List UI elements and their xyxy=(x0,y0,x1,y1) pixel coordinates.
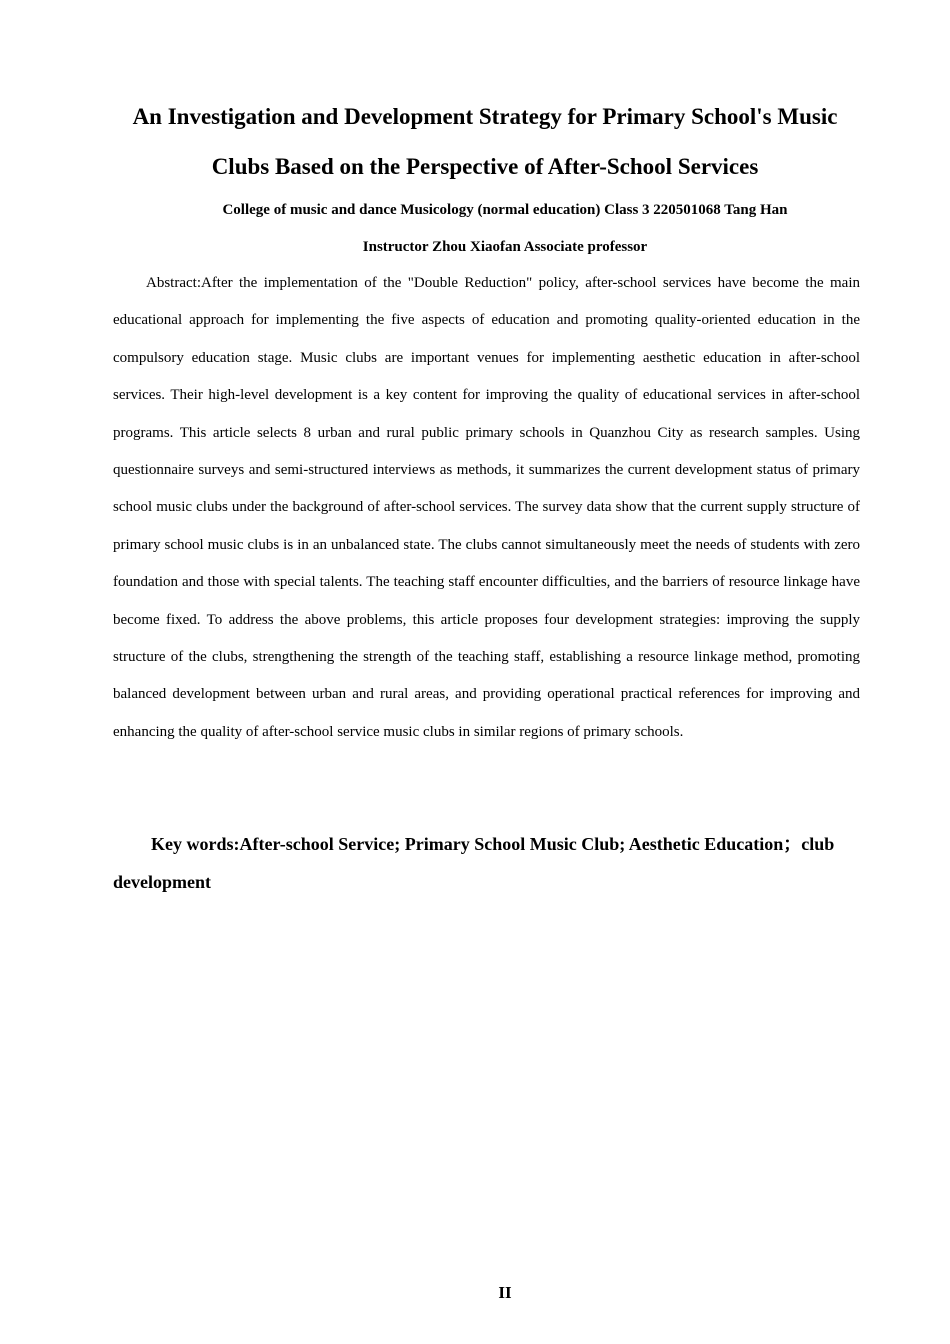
abstract-paragraph: Abstract:After the implementation of the "Double Reduction" policy, after-school services have become the main educational approach for implementing the five aspects of education and promoting quality-oriented education in the compulsory education stage. Music clubs are important venues for implementing aesthetic education in after-school services. Their high-level development is a key content for improving the quality of educational services in after-school programs. This article selects 8 urban and rural public primary schools in Quanzhou City as research samples. Using questionnaire surveys and semi-structured interviews as methods, it summarizes the current development status of primary school music clubs under the background of after-school services. The survey data show that the current supply structure of primary school music clubs is in an unbalanced state. The clubs cannot simultaneously meet the needs of students with zero foundation and those with special talents. The teaching staff encounter difficulties, and the barriers of resource linkage have become fixed. To address the above problems, this article proposes four development strategies: improving the supply structure of the clubs, strengthening the strength of the teaching staff, establishing a resource linkage method, promoting balanced development between urban and rural areas, and providing operational practical references for improving and enhancing the quality of after-school service music clubs in similar regions of primary schools. xyxy=(113,275,860,740)
instructor-line: Instructor Zhou Xiaofan Associate professor xyxy=(362,239,648,255)
author-line: College of music and dance Musicology (normal education) Class 3 220501068 Tang Han xyxy=(222,202,788,218)
keywords-paragraph: Key words:After-school Service; Primary School Music Club; Aesthetic Education；club development xyxy=(113,834,835,892)
title-line-1: An Investigation and Development Strategy for Primary School's Music xyxy=(132,104,838,129)
page-number: II xyxy=(498,1283,512,1302)
title-line-2: Clubs Based on the Perspective of After-School Services xyxy=(211,154,759,179)
